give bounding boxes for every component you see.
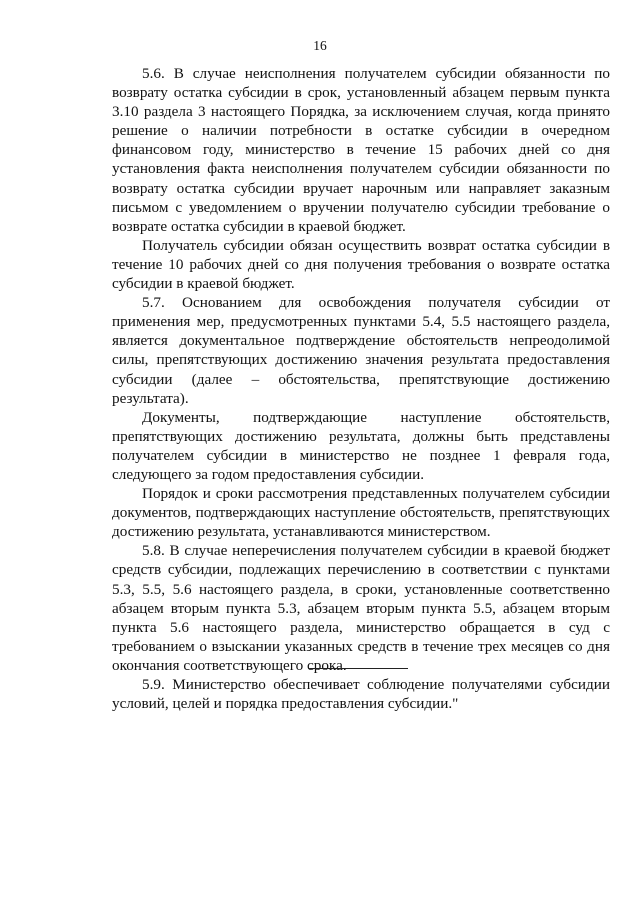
- paragraph-5-6-return-obligation: Получатель субсидии обязан осуществить возврат остатка субсидии в течение 10 рабочих дней со дня получения требования о возврате остатка субсидии в краевой бюджет.: [112, 236, 610, 293]
- paragraph-5-9: 5.9. Министерство обеспечивает соблюдение получателями субсидии условий, целей и порядка предоставления субсидии.": [112, 676, 610, 713]
- page-number: 16: [313, 38, 327, 53]
- paragraph-5-7-procedure: Порядок и сроки рассмотрения представленных получателем субсидии документов, подтверждающих наступление обстоятельств, препятствующих достижению результата, устанавливаются министерством.: [112, 485, 610, 541]
- paragraph-5-8: 5.8. В случае неперечисления получателем субсидии в краевой бюджет средств субсидии, подлежащих перечислению в соответствии с пунктами 5.3, 5.5, 5.6 настоящего раздела, в сроки, установленные соответственно абзацем вторым пункта 5.3, абзацем вторым пункта 5.5, абзацем вторым пункта 5.6 настоящего раздела, министерство обращается в суд с требованием о взыскании указанных средств в течение трех месяцев со дня окончания соответствующего срока.: [112, 542, 610, 674]
- paragraph-5-6: 5.6. В случае неисполнения получателем субсидии обязанности по возврату остатка субсидии в срок, установленный абзацем первым пункта 3.10 раздела 3 настоящего Порядка, за исключением случая, когда принято решение о наличии потребности в остатке субсидии в очередном финансовом году, министерство в течение 15 рабочих дней со дня установления факта неисполнения получателем субсидии обязанности по возврату остатка субсидии вручает нарочным или направляет заказным письмом с уведомлением о вручении получателю субсидии требование о возврате остатка субсидии в краевой бюджет.: [112, 65, 610, 235]
- paragraph-5-7-documents: Документы, подтверждающие наступление обстоятельств, препятствующих достижению результата, должны быть представлены получателем субсидии в министерство не позднее 1 февраля года, следующего за годом предоставления субсидии.: [112, 408, 610, 483]
- paragraph-5-7: 5.7. Основанием для освобождения получателя субсидии от применения мер, предусмотренных пунктами 5.4, 5.5 настоящего раздела, является документальное подтверждение обстоятельств непреодолимой силы, препятствующих достижению значения результата предоставления субсидии (далее – обстоятельства, препятствующие достижению результата).: [112, 294, 610, 407]
- end-divider-line: [309, 668, 408, 669]
- document-body: [112, 64, 610, 713]
